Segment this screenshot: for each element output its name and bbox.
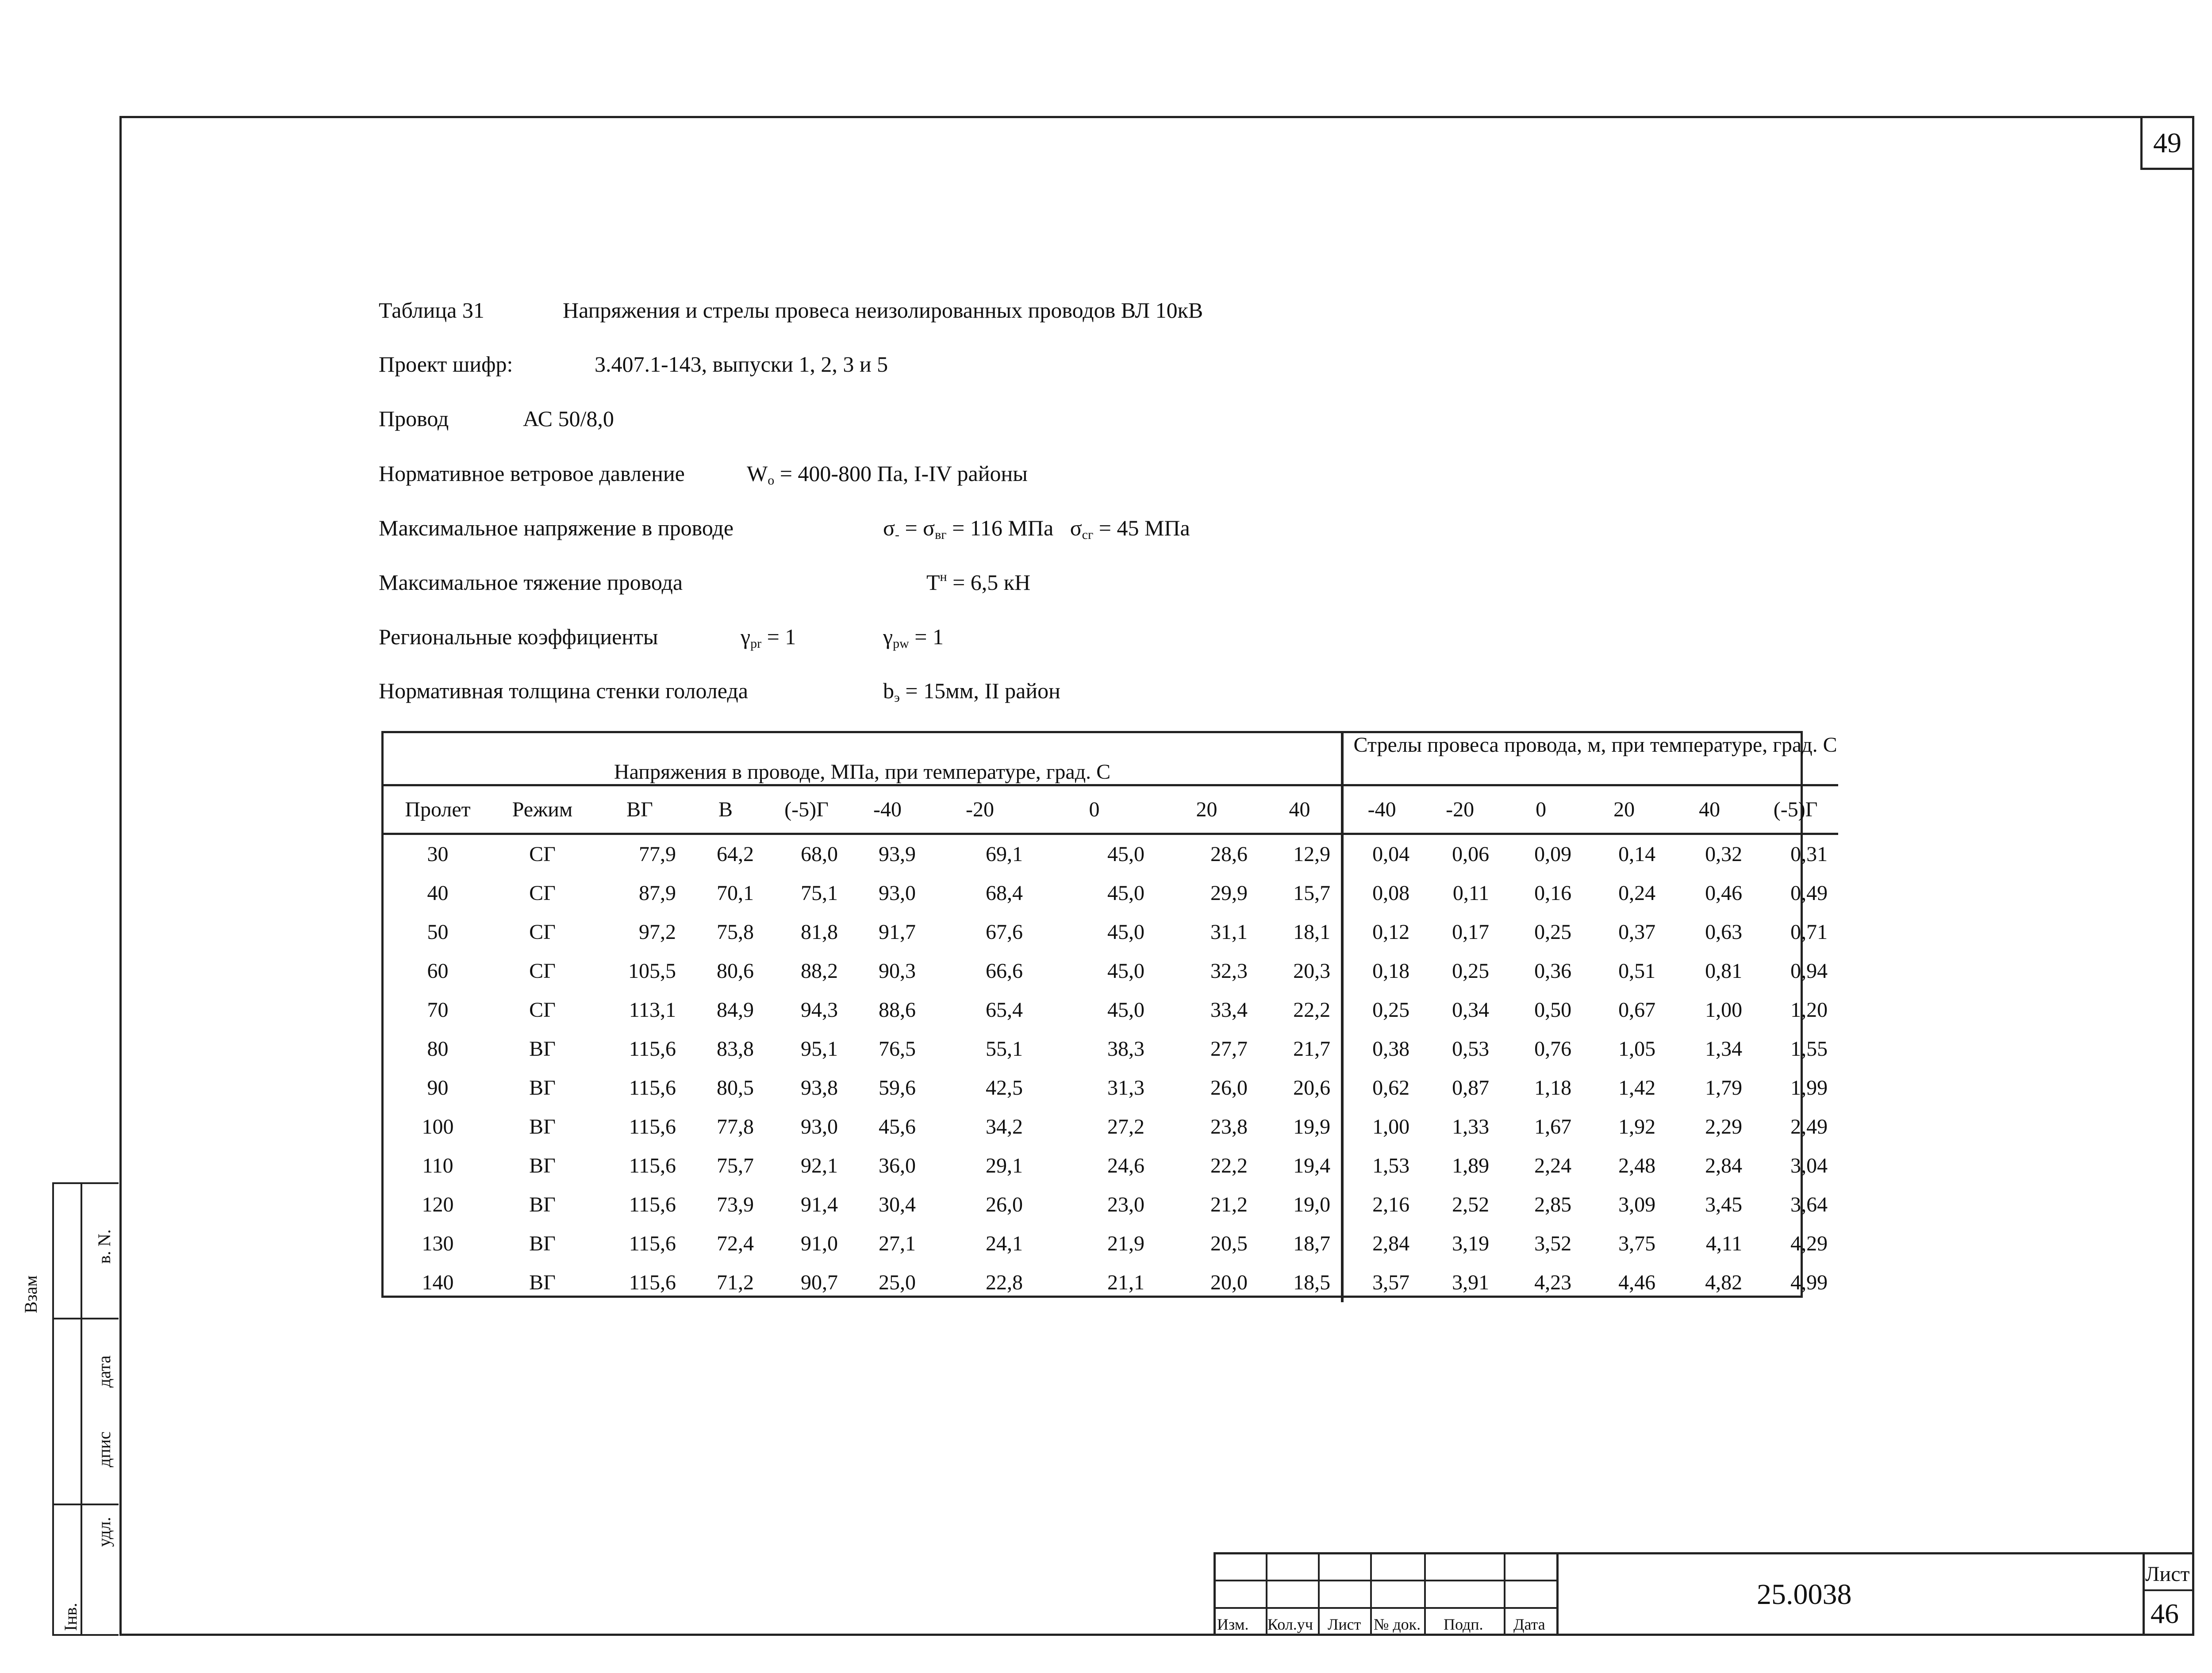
stress-sag-table bbox=[381, 731, 1837, 1298]
table-cell: 3,57 bbox=[1372, 1271, 1410, 1294]
table-cell: 0,34 bbox=[1452, 998, 1490, 1022]
table-cell: 120 bbox=[422, 1193, 454, 1216]
table-cell: 70,1 bbox=[717, 881, 754, 905]
table-cell: 4,99 bbox=[1790, 1271, 1828, 1294]
table-cell: 0,08 bbox=[1372, 881, 1410, 905]
table-cell: 140 bbox=[422, 1271, 454, 1294]
table-cell: 45,6 bbox=[879, 1115, 916, 1138]
table-row bbox=[384, 1224, 1838, 1263]
table-title: Напряжения и стрелы провеса неизолированных проводов ВЛ 10кВ bbox=[563, 298, 1203, 323]
table-row bbox=[384, 1146, 1838, 1185]
table-cell: 45,0 bbox=[1107, 842, 1144, 866]
table-cell: 45,0 bbox=[1107, 959, 1144, 983]
table-cell: 24,6 bbox=[1107, 1154, 1144, 1177]
table-cell: 38,3 bbox=[1107, 1037, 1144, 1061]
table-cell: 3,19 bbox=[1452, 1232, 1490, 1255]
table-cell: 0,37 bbox=[1618, 920, 1656, 944]
table-cell: 77,8 bbox=[717, 1115, 754, 1138]
table-cell: 0,24 bbox=[1618, 881, 1656, 905]
table-cell: 27,1 bbox=[879, 1232, 916, 1255]
table-row bbox=[384, 1030, 1838, 1069]
table-cell: 1,00 bbox=[1705, 998, 1743, 1022]
table-cell: 75,1 bbox=[801, 881, 838, 905]
table-cell: 0,06 bbox=[1452, 842, 1490, 866]
table-cell: 100 bbox=[422, 1115, 454, 1138]
table-cell: 0,12 bbox=[1372, 920, 1410, 944]
tb-label-ndok: № док. bbox=[1374, 1615, 1421, 1633]
table-cell: 3,75 bbox=[1618, 1232, 1656, 1255]
table-cell: 1,05 bbox=[1618, 1037, 1656, 1061]
table-cell: 1,33 bbox=[1452, 1115, 1490, 1138]
table-cell: 0,53 bbox=[1452, 1037, 1490, 1061]
table-row bbox=[384, 991, 1838, 1030]
column-header: -40 bbox=[1342, 785, 1420, 834]
table-cell: 4,23 bbox=[1534, 1271, 1572, 1294]
column-header: Пролет bbox=[384, 785, 492, 834]
table-cell: 20,6 bbox=[1258, 1069, 1342, 1108]
group-header-stress: Напряжения в проводе, МПа, при температуре, град. С bbox=[384, 733, 1342, 785]
table-cell: 1,42 bbox=[1618, 1076, 1656, 1100]
table-cell: 18,5 bbox=[1258, 1263, 1342, 1302]
table-cell: 80 bbox=[427, 1037, 449, 1061]
wind-value-line: $W_o = 400-800$ Па, I-IV районы bbox=[747, 461, 1028, 488]
table-cell: 0,62 bbox=[1372, 1076, 1410, 1100]
table-cell: 64,2 bbox=[717, 842, 754, 866]
maxtension-label: Максимальное тяжение провода bbox=[379, 570, 683, 595]
table-cell: 80,6 bbox=[717, 959, 754, 983]
table-cell: 0,50 bbox=[1534, 998, 1572, 1022]
stamp-inv-n: в. N. bbox=[94, 1229, 114, 1264]
column-header: Режим bbox=[492, 785, 593, 834]
table-cell: 2,29 bbox=[1705, 1115, 1743, 1138]
table-cell: 0,16 bbox=[1534, 881, 1572, 905]
wire-value: АС 50/8,0 bbox=[523, 406, 614, 431]
table-cell: ВГ bbox=[529, 1232, 556, 1255]
table-cell: 68,0 bbox=[801, 842, 838, 866]
table-cell: 65,4 bbox=[986, 998, 1023, 1022]
table-cell: 93,9 bbox=[879, 842, 916, 866]
table-row bbox=[384, 874, 1838, 913]
table-cell: 93,0 bbox=[801, 1115, 838, 1138]
sheet-number: 46 bbox=[2151, 1598, 2179, 1629]
table-cell: 21,9 bbox=[1107, 1232, 1144, 1255]
table-row bbox=[384, 834, 1838, 874]
table-cell: 105,5 bbox=[628, 959, 676, 983]
wind-label: Нормативное ветровое давление bbox=[379, 461, 685, 486]
table-cell: 88,6 bbox=[879, 998, 916, 1022]
column-header: 0 bbox=[1500, 785, 1582, 834]
table-cell: 115,6 bbox=[629, 1076, 676, 1100]
table-cell: 2,84 bbox=[1372, 1232, 1410, 1255]
table-cell: 115,6 bbox=[629, 1037, 676, 1061]
table-cell: 1,55 bbox=[1790, 1037, 1828, 1061]
document-code: 25.0038 bbox=[1757, 1578, 1852, 1611]
table-cell: 19,9 bbox=[1258, 1108, 1342, 1146]
table-cell: 0,18 bbox=[1372, 959, 1410, 983]
stamp-vzam: Взам bbox=[21, 1275, 41, 1313]
column-header: (-5)Г bbox=[764, 785, 849, 834]
table-cell: 21,7 bbox=[1258, 1030, 1342, 1069]
column-header: -20 bbox=[1420, 785, 1500, 834]
table-cell: 91,0 bbox=[801, 1232, 838, 1255]
table-cell: 77,9 bbox=[639, 842, 676, 866]
stamp-divider bbox=[54, 1504, 119, 1505]
table-cell: 21,1 bbox=[1107, 1271, 1144, 1294]
table-cell: 1,89 bbox=[1452, 1154, 1490, 1177]
table-cell: 90,7 bbox=[801, 1271, 838, 1294]
table-cell: СГ bbox=[529, 842, 556, 866]
table-cell: 3,04 bbox=[1790, 1154, 1828, 1177]
table-cell: 19,4 bbox=[1258, 1146, 1342, 1185]
project-label: Проект шифр: bbox=[379, 352, 513, 377]
table-cell: 45,0 bbox=[1107, 998, 1144, 1022]
table-cell: 31,1 bbox=[1210, 920, 1248, 944]
table-row bbox=[384, 913, 1838, 952]
stamp-podpis: дпис bbox=[94, 1431, 114, 1467]
maxstress-value-line: $\sigma_- = \sigma_{вг} = 116$ МПа $\sigma_{сг} = 45$ МПа bbox=[883, 515, 1190, 542]
table-cell: 110 bbox=[422, 1154, 453, 1177]
column-header: В bbox=[687, 785, 764, 834]
table-cell: 20,0 bbox=[1210, 1271, 1248, 1294]
table-cell: 0,31 bbox=[1790, 842, 1828, 866]
stamp-data: дата bbox=[94, 1355, 114, 1388]
table-cell: 75,8 bbox=[717, 920, 754, 944]
table-cell: 91,4 bbox=[801, 1193, 838, 1216]
table-cell: 59,6 bbox=[879, 1076, 916, 1100]
table-cell: 2,48 bbox=[1618, 1154, 1656, 1177]
table-cell: 2,52 bbox=[1452, 1193, 1490, 1216]
column-header: 40 bbox=[1258, 785, 1342, 834]
table-cell: 1,79 bbox=[1705, 1076, 1743, 1100]
table-cell: 83,8 bbox=[717, 1037, 754, 1061]
wire-label: Провод bbox=[379, 406, 449, 431]
table-cell: 18,1 bbox=[1258, 913, 1342, 952]
ice-value-line: $b_э = 15мм$, II район bbox=[883, 678, 1060, 705]
tb-label-kolich: Кол.уч bbox=[1267, 1615, 1313, 1633]
table-cell: 4,46 bbox=[1618, 1271, 1656, 1294]
stamp-podl: удл. bbox=[94, 1517, 114, 1547]
maxstress-label: Максимальное напряжение в проводе bbox=[379, 515, 734, 540]
table-cell: 32,3 bbox=[1210, 959, 1248, 983]
column-header: 20 bbox=[1155, 785, 1258, 834]
table-cell: 0,63 bbox=[1705, 920, 1743, 944]
table-cell: 3,64 bbox=[1790, 1193, 1828, 1216]
table-cell: 80,5 bbox=[717, 1076, 754, 1100]
gamma-pr: $\gamma_{pr} = 1$ bbox=[741, 624, 796, 651]
table-cell: 3,52 bbox=[1534, 1232, 1572, 1255]
table-cell: 1,34 bbox=[1705, 1037, 1743, 1061]
table-cell: 115,6 bbox=[629, 1232, 676, 1255]
table-row bbox=[384, 1108, 1838, 1146]
table-cell: 1,20 bbox=[1790, 998, 1828, 1022]
stamp-inv: Інв. bbox=[61, 1603, 81, 1631]
table-cell: 92,1 bbox=[801, 1154, 838, 1177]
table-cell: 42,5 bbox=[986, 1076, 1023, 1100]
table-cell: ВГ bbox=[529, 1115, 556, 1138]
project-value: 3.407.1-143, выпуски 1, 2, 3 и 5 bbox=[595, 352, 888, 377]
table-cell: ВГ bbox=[529, 1154, 556, 1177]
table-cell: 22,8 bbox=[986, 1271, 1023, 1294]
table-cell: 115,6 bbox=[629, 1271, 676, 1294]
table-row bbox=[384, 1263, 1838, 1302]
table-cell: 40 bbox=[427, 881, 449, 905]
table-cell: 29,9 bbox=[1210, 881, 1248, 905]
tb-label-izm: Изм. bbox=[1217, 1615, 1249, 1633]
table-cell: СГ bbox=[529, 920, 556, 944]
table-cell: СГ bbox=[529, 881, 556, 905]
table-cell: 0,09 bbox=[1534, 842, 1572, 866]
table-cell: 0,17 bbox=[1452, 920, 1490, 944]
table-cell: 24,1 bbox=[986, 1232, 1023, 1255]
table-cell: 0,51 bbox=[1618, 959, 1656, 983]
table-cell: 0,11 bbox=[1452, 881, 1490, 905]
table-row bbox=[384, 1069, 1838, 1108]
table-cell: 4,11 bbox=[1705, 1232, 1743, 1255]
table-cell: 0,76 bbox=[1534, 1037, 1572, 1061]
table-cell: 2,16 bbox=[1372, 1193, 1410, 1216]
column-header: 0 bbox=[1033, 785, 1155, 834]
table-cell: 0,94 bbox=[1790, 959, 1828, 983]
ice-label: Нормативная толщина стенки гололеда bbox=[379, 678, 748, 703]
gamma-pw: $\gamma_{pw} = 1$ bbox=[883, 624, 944, 651]
table-cell: ВГ bbox=[529, 1037, 556, 1061]
table-cell: 0,04 bbox=[1372, 842, 1410, 866]
page-number-top: 49 bbox=[2140, 116, 2194, 170]
table-cell: 26,0 bbox=[986, 1193, 1023, 1216]
table-cell: ВГ bbox=[529, 1193, 556, 1216]
tb-label-list: Лист bbox=[1328, 1615, 1361, 1633]
table-cell: 1,92 bbox=[1618, 1115, 1656, 1138]
column-header: 40 bbox=[1666, 785, 1753, 834]
table-cell: 0,14 bbox=[1618, 842, 1656, 866]
table-cell: 36,0 bbox=[879, 1154, 916, 1177]
table-cell: 68,4 bbox=[986, 881, 1023, 905]
group-header-sag: Стрелы провеса провода, м, при температуре, град. С bbox=[1342, 733, 1838, 785]
table-row bbox=[384, 1185, 1838, 1224]
left-margin-stamp bbox=[21, 1182, 119, 1636]
table-cell: 20,5 bbox=[1210, 1232, 1248, 1255]
table-cell: 30 bbox=[427, 842, 449, 866]
table-cell: СГ bbox=[529, 959, 556, 983]
table-cell: 93,8 bbox=[801, 1076, 838, 1100]
table-cell: 0,25 bbox=[1372, 998, 1410, 1022]
tb-label-podp: Подп. bbox=[1444, 1615, 1483, 1633]
table-cell: 0,87 bbox=[1452, 1076, 1490, 1100]
table-cell: 72,4 bbox=[717, 1232, 754, 1255]
table-cell: 23,8 bbox=[1210, 1115, 1248, 1138]
table-cell: 0,38 bbox=[1372, 1037, 1410, 1061]
table-cell: 115,6 bbox=[629, 1193, 676, 1216]
table-cell: 0,49 bbox=[1790, 881, 1828, 905]
table-cell: 84,9 bbox=[717, 998, 754, 1022]
table-cell: 4,82 bbox=[1705, 1271, 1743, 1294]
table-cell: 87,9 bbox=[639, 881, 676, 905]
table-cell: СГ bbox=[529, 998, 556, 1022]
table-cell: 69,1 bbox=[986, 842, 1023, 866]
table-cell: 94,3 bbox=[801, 998, 838, 1022]
tb-label-data: Дата bbox=[1513, 1615, 1545, 1633]
table-cell: 18,7 bbox=[1258, 1224, 1342, 1263]
table-label: Таблица 31 bbox=[379, 298, 484, 323]
table-cell: 75,7 bbox=[717, 1154, 754, 1177]
maxtension-value-line: $T^н = 6,5$ кН bbox=[926, 569, 1031, 595]
table-cell: 76,5 bbox=[879, 1037, 916, 1061]
stamp-divider bbox=[54, 1318, 119, 1319]
table-cell: 26,0 bbox=[1210, 1076, 1248, 1100]
table-cell: 67,6 bbox=[986, 920, 1023, 944]
regional-label: Региональные коэффициенты bbox=[379, 624, 658, 649]
table-cell: 88,2 bbox=[801, 959, 838, 983]
table-cell: 50 bbox=[427, 920, 449, 944]
table-cell: 1,00 bbox=[1372, 1115, 1410, 1138]
table-cell: 97,2 bbox=[639, 920, 676, 944]
table-cell: 1,53 bbox=[1372, 1154, 1410, 1177]
table-cell: 115,6 bbox=[629, 1154, 676, 1177]
table-cell: 29,1 bbox=[986, 1154, 1023, 1177]
table-cell: 0,81 bbox=[1705, 959, 1743, 983]
table-cell: 1,99 bbox=[1790, 1076, 1828, 1100]
table-cell: 3,45 bbox=[1705, 1193, 1743, 1216]
table-cell: 2,85 bbox=[1534, 1193, 1572, 1216]
table-row bbox=[384, 952, 1838, 991]
table-cell: 27,2 bbox=[1107, 1115, 1144, 1138]
table-cell: 0,71 bbox=[1790, 920, 1828, 944]
table-cell: 70 bbox=[427, 998, 449, 1022]
table-cell: 25,0 bbox=[879, 1271, 916, 1294]
table-cell: 2,24 bbox=[1534, 1154, 1572, 1177]
table-cell: 3,09 bbox=[1618, 1193, 1656, 1216]
table-cell: 2,84 bbox=[1705, 1154, 1743, 1177]
table-cell: 0,36 bbox=[1534, 959, 1572, 983]
table-cell: 28,6 bbox=[1210, 842, 1248, 866]
column-header: -40 bbox=[849, 785, 926, 834]
table-cell: 0,25 bbox=[1534, 920, 1572, 944]
table-cell: 19,0 bbox=[1258, 1185, 1342, 1224]
table-cell: 1,18 bbox=[1534, 1076, 1572, 1100]
table-cell: 20,3 bbox=[1258, 952, 1342, 991]
table-cell: 0,25 bbox=[1452, 959, 1490, 983]
column-header: ВГ bbox=[593, 785, 687, 834]
table-cell: 90 bbox=[427, 1076, 449, 1100]
table-cell: ВГ bbox=[529, 1076, 556, 1100]
column-header: (-5)Г bbox=[1753, 785, 1838, 834]
title-block bbox=[1214, 1552, 2194, 1636]
table-cell: 73,9 bbox=[717, 1193, 754, 1216]
table-cell: 90,3 bbox=[879, 959, 916, 983]
table-cell: 81,8 bbox=[801, 920, 838, 944]
table-cell: 1,67 bbox=[1534, 1115, 1572, 1138]
table-cell: 55,1 bbox=[986, 1037, 1023, 1061]
table-cell: 0,67 bbox=[1618, 998, 1656, 1022]
table-cell: 23,0 bbox=[1107, 1193, 1144, 1216]
table-cell: 2,49 bbox=[1790, 1115, 1828, 1138]
table-cell: 60 bbox=[427, 959, 449, 983]
table-cell: 45,0 bbox=[1107, 920, 1144, 944]
table-cell: 93,0 bbox=[879, 881, 916, 905]
table-cell: 15,7 bbox=[1258, 874, 1342, 913]
table-cell: 31,3 bbox=[1107, 1076, 1144, 1100]
table-cell: ВГ bbox=[529, 1271, 556, 1294]
table-cell: 21,2 bbox=[1210, 1193, 1248, 1216]
table-cell: 0,46 bbox=[1705, 881, 1743, 905]
table-cell: 95,1 bbox=[801, 1037, 838, 1061]
table-cell: 0,32 bbox=[1705, 842, 1743, 866]
table-cell: 3,91 bbox=[1452, 1271, 1490, 1294]
table-cell: 34,2 bbox=[986, 1115, 1023, 1138]
table-cell: 91,7 bbox=[879, 920, 916, 944]
column-header: -20 bbox=[926, 785, 1033, 834]
stamp-col-left bbox=[54, 1184, 82, 1634]
table-cell: 27,7 bbox=[1210, 1037, 1248, 1061]
table-cell: 66,6 bbox=[986, 959, 1023, 983]
table-cell: 4,29 bbox=[1790, 1232, 1828, 1255]
table-cell: 130 bbox=[422, 1232, 454, 1255]
table-cell: 30,4 bbox=[879, 1193, 916, 1216]
table-cell: 45,0 bbox=[1107, 881, 1144, 905]
table-cell: 33,4 bbox=[1210, 998, 1248, 1022]
table-cell: 115,6 bbox=[629, 1115, 676, 1138]
table-cell: 22,2 bbox=[1258, 991, 1342, 1030]
table-cell: 12,9 bbox=[1258, 834, 1342, 874]
column-header: 20 bbox=[1582, 785, 1666, 834]
table-cell: 22,2 bbox=[1210, 1154, 1248, 1177]
sheet-label: Лист bbox=[2145, 1562, 2190, 1586]
table-cell: 113,1 bbox=[629, 998, 676, 1022]
table-cell: 71,2 bbox=[717, 1271, 754, 1294]
